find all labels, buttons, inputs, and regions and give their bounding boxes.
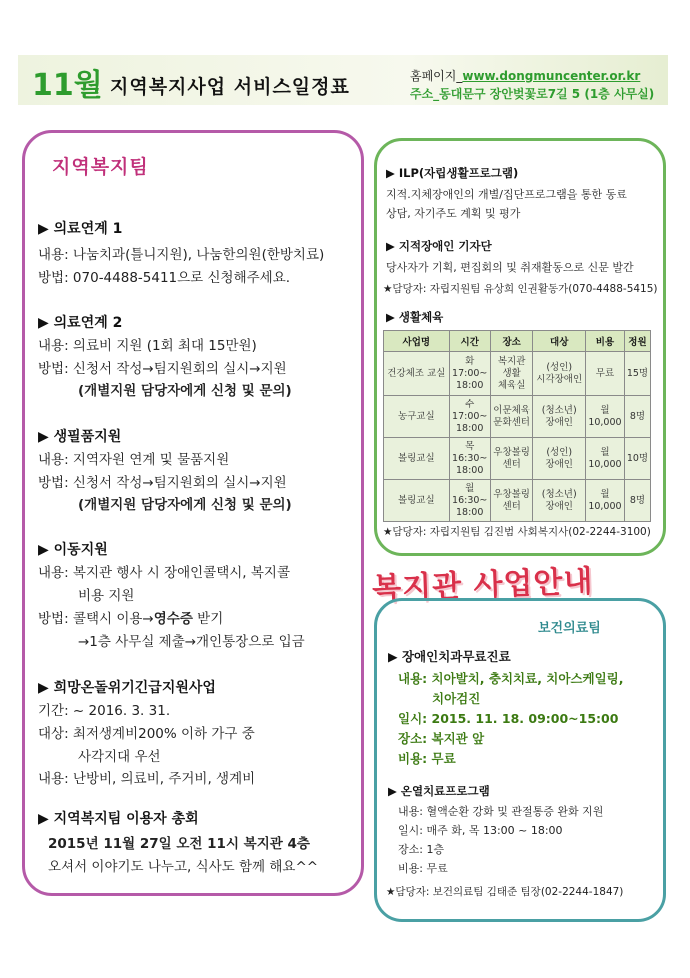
- table-row: [384, 480, 651, 522]
- cell-name: 볼링교실: [384, 438, 450, 480]
- transport-method-end: 받기: [192, 611, 224, 627]
- medical2-method: 방법: 신청서 작성→팀지원회의 실시→지원: [38, 361, 287, 377]
- emergency-heading: ▶ 희망온돌위기긴급지원사업: [38, 680, 216, 696]
- health-contact: ★담당자: 보건의료팀 김태준 팀장(02-2244-1847): [386, 886, 624, 898]
- sports-table: [383, 330, 651, 522]
- homepage-label: 홈페이지_: [410, 69, 463, 83]
- medical2-heading: ▶ 의료연계 2: [38, 315, 123, 331]
- col-cost: 비용: [585, 331, 624, 352]
- cell-line: 월: [600, 488, 610, 500]
- heat-date: 일시: 매주 화, 목 13:00 ~ 18:00: [398, 824, 563, 837]
- cell-line: 우창볼링: [493, 446, 530, 458]
- cell-capacity: 15명: [624, 352, 650, 396]
- table-header-row: [384, 331, 651, 352]
- dental-place: 장소: 복지관 앞: [398, 731, 485, 746]
- medical1-heading: ▶ 의료연계 1: [38, 221, 123, 237]
- cell-line: 월: [465, 482, 475, 494]
- cell-line: 생활: [502, 367, 521, 379]
- cell-line: 18:00: [456, 506, 484, 518]
- col-name: 사업명: [384, 331, 450, 352]
- homepage-line: [410, 67, 640, 84]
- table-row: [384, 352, 651, 396]
- cell-line: 센터: [502, 458, 521, 470]
- col-target: 대상: [533, 331, 586, 352]
- cell-line: 화: [465, 355, 475, 367]
- dental-content: 내용: 치아발치, 충치치료, 치아스케일링,: [398, 671, 624, 686]
- cell-line: 월: [600, 404, 610, 416]
- transport-method-text: 방법: 콜택시 이용→: [38, 611, 154, 627]
- cell-line: 10,000: [588, 500, 622, 512]
- meeting-desc: 오셔서 이야기도 나누고, 식사도 함께 해요^^: [48, 859, 319, 875]
- homepage-link[interactable]: www.dongmuncenter.or.kr: [462, 69, 641, 83]
- meeting-when: 2015년 11월 27일 오전 11시 복지관 4층: [48, 836, 310, 852]
- cell-line: 수: [465, 398, 475, 410]
- cell-capacity: 8명: [624, 480, 650, 522]
- cell-line: (성인): [546, 446, 573, 458]
- cell-place: [490, 480, 533, 522]
- cell-name: 볼링교실: [384, 480, 450, 522]
- health-team-title: 보건의료팀: [538, 621, 601, 636]
- cell-line: 18:00: [456, 464, 484, 476]
- heat-place: 장소: 1층: [398, 843, 445, 856]
- heat-content: 내용: 혈액순환 강화 및 관절통증 완화 지원: [398, 805, 604, 818]
- cell-line: 장애인: [545, 500, 573, 512]
- cell-line: 목: [465, 440, 475, 452]
- cell-capacity: 8명: [624, 396, 650, 438]
- reporter-heading: ▶ 지적장애인 기자단: [386, 239, 492, 253]
- medical2-content: 내용: 의료비 지원 (1회 최대 15만원): [38, 338, 257, 354]
- address-line: 주소_동대문구 장안벚꽃로7길 5 (1층 사무실): [410, 87, 655, 101]
- table-row: [384, 438, 651, 480]
- cell-name: 건강체조 교실: [384, 352, 450, 396]
- heat-heading: ▶ 온열치료프로그램: [388, 784, 490, 798]
- goods-method: 방법: 신청서 작성→팀지원회의 실시→지원: [38, 475, 287, 491]
- cell-line: 장애인: [545, 458, 573, 470]
- transport-content-cont: 비용 지원: [78, 588, 135, 604]
- transport-method-cont: [78, 630, 305, 650]
- goods-heading: ▶ 생필품지원: [38, 429, 122, 445]
- cell-line: 복지관: [497, 355, 526, 367]
- cell-time: [449, 480, 490, 522]
- transport-receipt: 영수증: [153, 611, 193, 627]
- goods-content: 내용: 지역자원 연계 및 물품지원: [38, 452, 230, 468]
- col-time: 시간: [449, 331, 490, 352]
- cell-line: 시각장애인: [536, 373, 583, 385]
- col-capacity: 정원: [624, 331, 650, 352]
- transport-content: 내용: 복지관 행사 시 장애인콜택시, 복지콜: [38, 565, 290, 581]
- emergency-target: 대상: 최저생계비200% 이하 가구 중: [38, 726, 255, 742]
- cell-line: 체육실: [497, 379, 526, 391]
- cell-target: [533, 396, 586, 438]
- cell-line: 18:00: [456, 422, 484, 434]
- ilp-line1: 지적.지체장애인의 개별/집단프로그램을 통한 동료: [386, 188, 627, 201]
- cell-line: 월: [600, 446, 610, 458]
- page-title: 지역복지사업 서비스일정표: [110, 76, 350, 98]
- cell-line: 17:00~: [452, 410, 488, 422]
- sports-heading: ▶ 생활체육: [386, 310, 444, 324]
- medical1-method: 방법: 070-4488-5411으로 신청해주세요.: [38, 270, 291, 286]
- ilp-line2: 상담, 자기주도 계획 및 평가: [386, 207, 521, 220]
- cell-line: 16:30~: [452, 494, 488, 506]
- cell-place: [490, 352, 533, 396]
- cell-place: [490, 438, 533, 480]
- cell-place: [490, 396, 533, 438]
- cell-line: (청소년): [541, 404, 577, 416]
- cell-line: 17:00~: [452, 367, 488, 379]
- cell-cost: [585, 438, 624, 480]
- program-guide-banner: 복지관 사업안내: [371, 564, 594, 607]
- meeting-heading: ▶ 지역복지팀 이용자 총회: [38, 811, 199, 827]
- cell-line: 우창볼링: [493, 488, 530, 500]
- cell-line: 센터: [502, 500, 521, 512]
- reporter-line: 당사자가 기획, 편집회의 및 취재활동으로 신문 발간: [386, 261, 634, 274]
- cell-line: 이문체육: [493, 404, 530, 416]
- emergency-target-cont: 사각지대 우선: [78, 749, 161, 765]
- emergency-period: 기간: ~ 2016. 3. 31.: [38, 703, 171, 719]
- transport-deposit: 개인통장으로 입금: [196, 634, 305, 650]
- transport-method: [38, 607, 223, 627]
- cell-line: 16:30~: [452, 452, 488, 464]
- cell-cost: [585, 480, 624, 522]
- goods-note: (개별지원 담당자에게 신청 및 문의): [78, 497, 292, 513]
- table-row: [384, 396, 651, 438]
- medical2-note: (개별지원 담당자에게 신청 및 문의): [78, 383, 292, 399]
- ilp-heading: ▶ ILP(자립생활프로그램): [386, 166, 519, 180]
- medical1-content: 내용: 나눔치과(틀니지원), 나눔한의원(한방치료): [38, 247, 325, 263]
- cell-line: (성인): [546, 361, 573, 373]
- cell-line: 10,000: [588, 458, 622, 470]
- cell-cost: [585, 352, 624, 396]
- dental-date: 일시: 2015. 11. 18. 09:00~15:00: [398, 711, 619, 726]
- emergency-content: 내용: 난방비, 의료비, 주거비, 생계비: [38, 771, 256, 787]
- cell-capacity: 10명: [624, 438, 650, 480]
- cell-line: 문화센터: [493, 416, 530, 428]
- transport-submit: →1층 사무실 제출→: [78, 634, 197, 650]
- cell-line: 장애인: [545, 416, 573, 428]
- dental-heading: ▶ 장애인치과무료진료: [388, 649, 511, 664]
- sports-contact: ★담당자: 자립지원팀 김진범 사회복지사(02-2244-3100): [383, 526, 651, 538]
- cell-name: 농구교실: [384, 396, 450, 438]
- month-label: 11월: [32, 68, 103, 103]
- cell-target: [533, 480, 586, 522]
- dental-cost: 비용: 무료: [398, 751, 456, 766]
- reporter-contact: ★담당자: 자립지원팀 유상희 인권활동가(070-4488-5415): [383, 283, 658, 295]
- community-welfare-team-title: 지역복지팀: [52, 156, 149, 178]
- cell-line: (청소년): [541, 488, 577, 500]
- heat-cost: 비용: 무료: [398, 862, 448, 875]
- cell-cost: [585, 396, 624, 438]
- cell-time: [449, 352, 490, 396]
- cell-time: [449, 396, 490, 438]
- cell-target: [533, 352, 586, 396]
- cell-line: 무료: [595, 367, 615, 379]
- dental-content-cont: 치아검진: [432, 691, 481, 706]
- transport-heading: ▶ 이동지원: [38, 542, 108, 558]
- cell-time: [449, 438, 490, 480]
- col-place: 장소: [490, 331, 533, 352]
- cell-target: [533, 438, 586, 480]
- cell-line: 10,000: [588, 416, 622, 428]
- cell-line: 18:00: [456, 379, 484, 391]
